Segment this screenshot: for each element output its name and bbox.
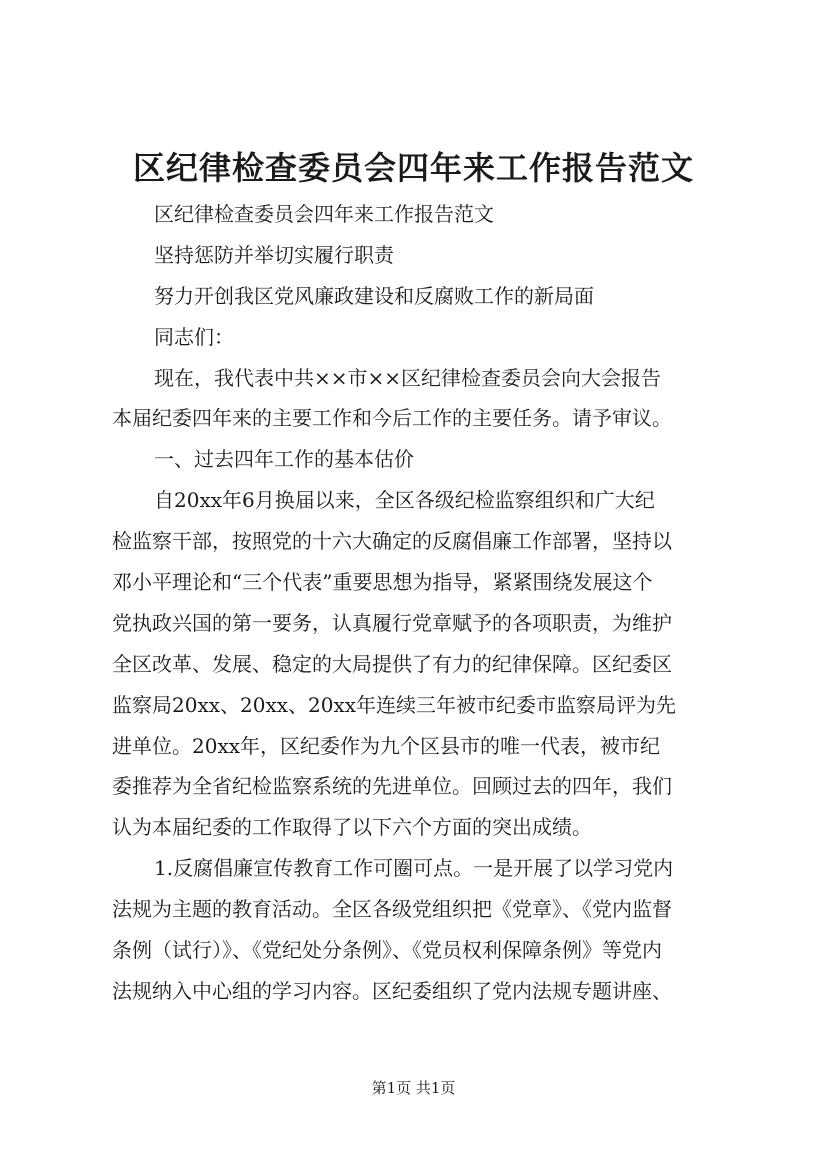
body-line: 党执政兴国的第一要务，认真履行党章赋予的各项职责，为维护	[112, 610, 672, 635]
document-body	[112, 194, 727, 1012]
page-footer: 第1页 共1页	[371, 1079, 456, 1097]
body-line: 努力开创我区党风廉政建设和反腐败工作的新局面	[154, 283, 594, 308]
body-line: 监察局20xx、20xx、20xx年连续三年被市纪委市监察局评为先	[112, 692, 677, 717]
body-line: 自20xx年6月换届以来，全区各级纪检监察组织和广大纪	[154, 488, 655, 513]
body-line: 坚持惩防并举切实履行职责	[154, 242, 394, 267]
body-line: 法规纳入中心组的学习内容。区纪委组织了党内法规专题讲座、	[112, 978, 672, 1003]
body-line: 邓小平理论和“三个代表”重要思想为指导，紧紧围绕发展这个	[112, 570, 653, 595]
body-line: 委推荐为全省纪检监察系统的先进单位。回顾过去的四年，我们	[112, 774, 672, 799]
body-line: 区纪律检查委员会四年来工作报告范文	[154, 202, 494, 226]
body-line: 检监察干部，按照党的十六大确定的反腐倡廉工作部署，坚持以	[112, 529, 672, 554]
body-line: 同志们：	[154, 324, 234, 349]
body-line: 进单位。20xx年，区纪委作为九个区县市的唯一代表，被市纪	[112, 733, 661, 758]
body-line: 本届纪委四年来的主要工作和今后工作的主要任务。请予审议。	[112, 406, 672, 431]
document-title: 区纪律检查委员会四年来工作报告范文	[132, 149, 694, 187]
body-line: 法规为主题的教育活动。全区各级党组织把《党章》、《党内监督	[112, 897, 672, 922]
body-line: 现在，我代表中共××市××区纪律检查委员会向大会报告	[154, 365, 662, 390]
body-line: 条例（试行）》、《党纪处分条例》、《党员权利保障条例》等党内	[112, 938, 662, 963]
body-line: 1.反腐倡廉宣传教育工作可圈可点。一是开展了以学习党内	[154, 856, 674, 881]
body-line: 一、过去四年工作的基本估价	[154, 447, 414, 472]
body-line: 认为本届纪委的工作取得了以下六个方面的突出成绩。	[112, 815, 592, 840]
body-line: 全区改革、发展、稳定的大局提供了有力的纪律保障。区纪委区	[112, 651, 672, 676]
